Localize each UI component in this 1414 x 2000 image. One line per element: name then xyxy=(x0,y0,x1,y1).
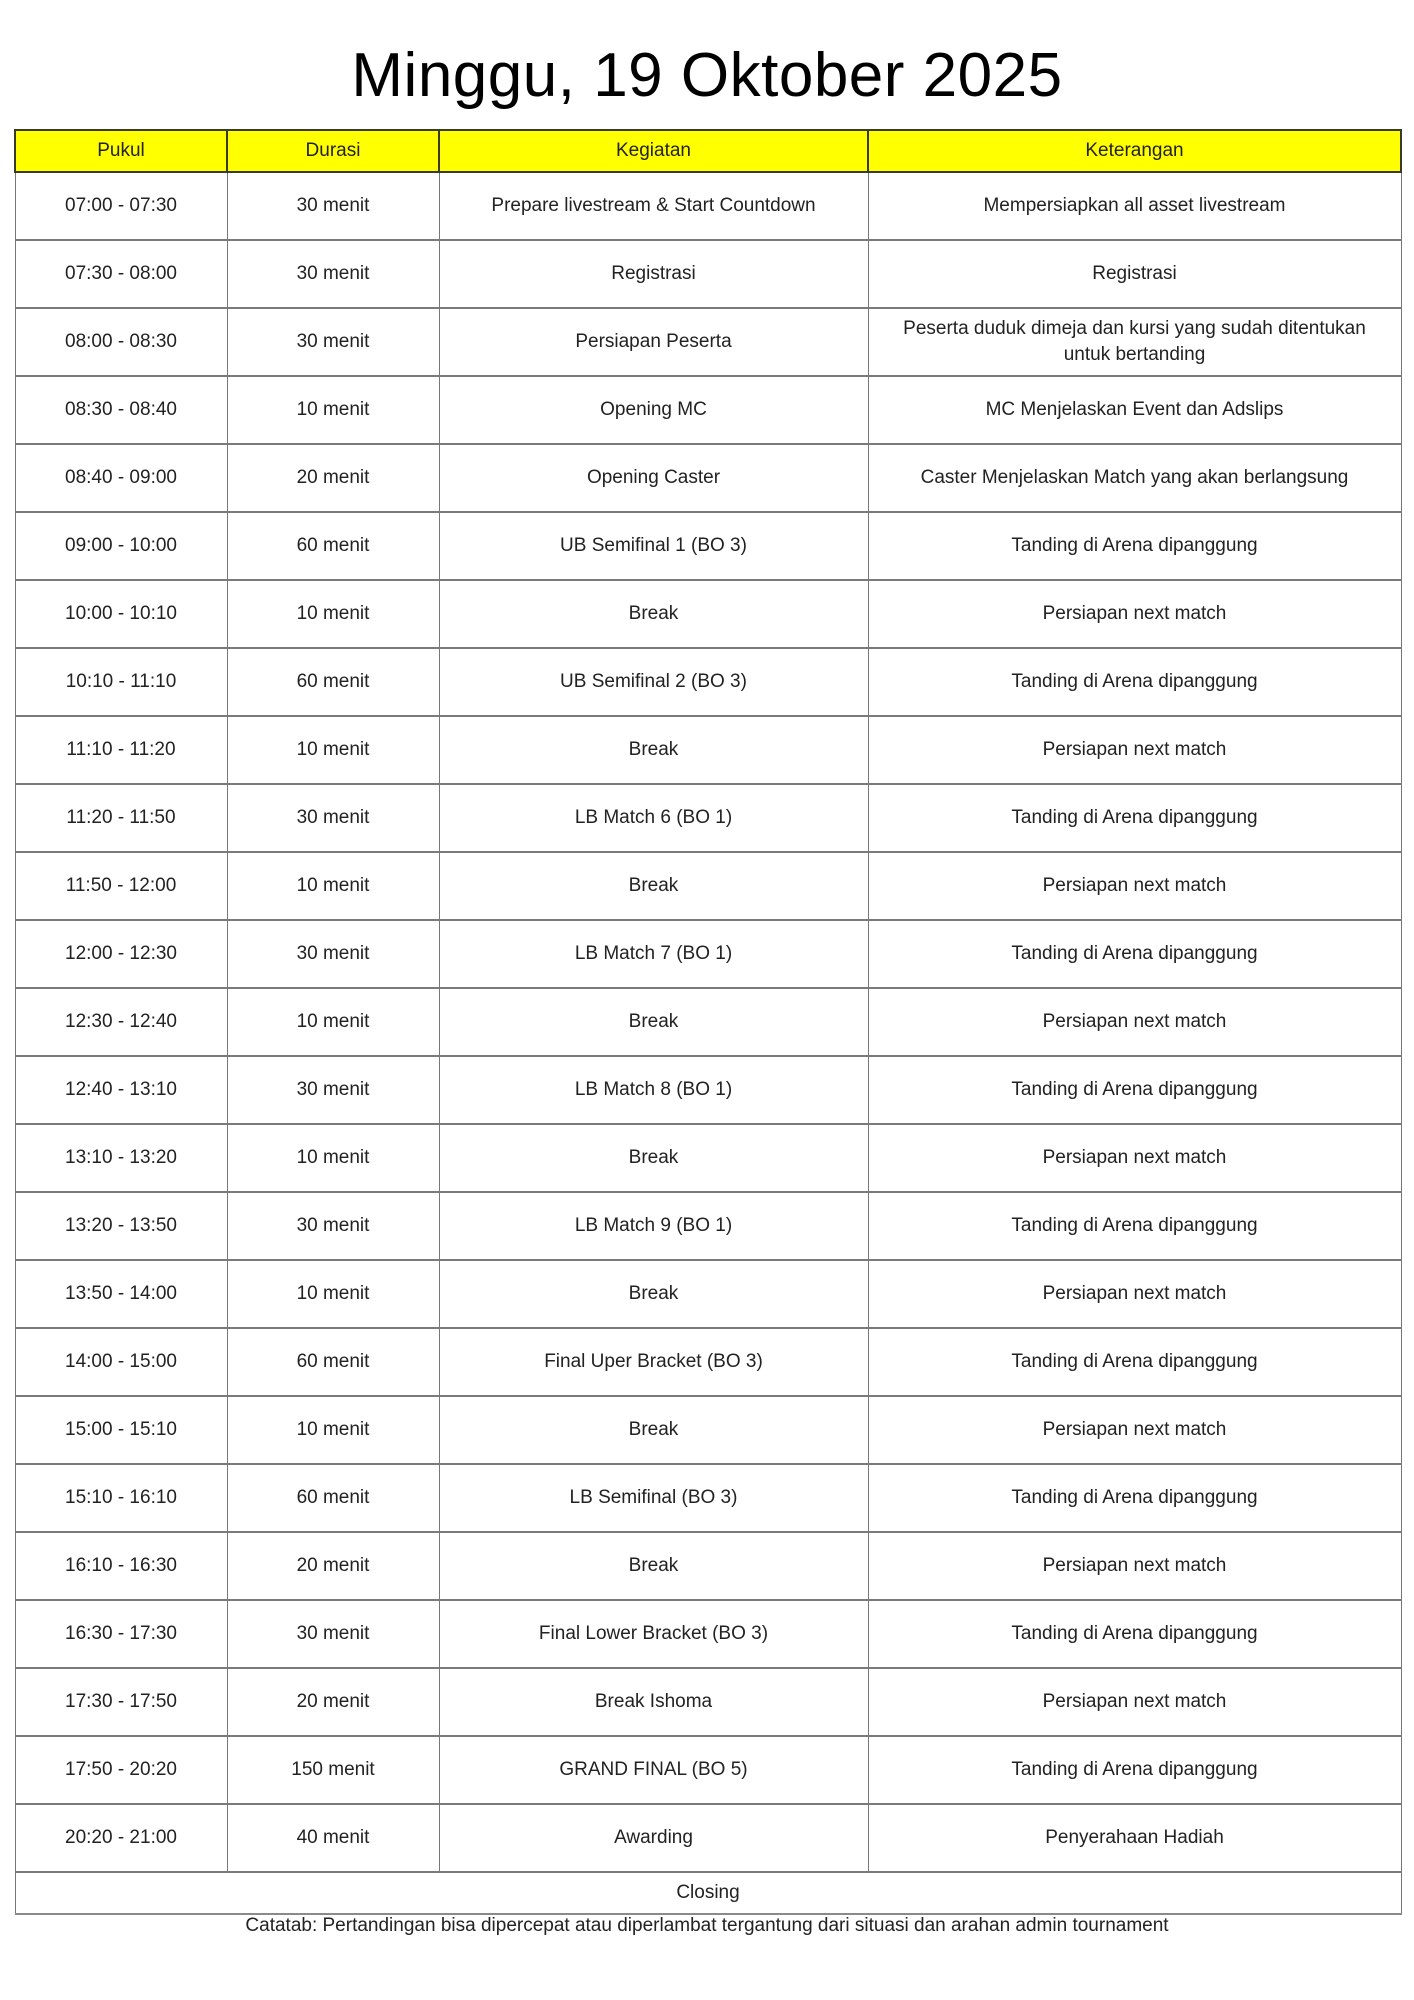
cell-note: Tanding di Arena dipanggung xyxy=(868,1328,1401,1396)
cell-note: Persiapan next match xyxy=(868,852,1401,920)
cell-note: Tanding di Arena dipanggung xyxy=(868,920,1401,988)
cell-activity: UB Semifinal 2 (BO 3) xyxy=(439,648,868,716)
cell-duration: 20 menit xyxy=(227,1532,439,1600)
cell-duration: 10 menit xyxy=(227,376,439,444)
cell-time: 16:30 - 17:30 xyxy=(15,1600,227,1668)
table-row xyxy=(15,172,1401,240)
schedule-table xyxy=(14,129,1402,1915)
table-row xyxy=(15,1736,1401,1804)
header-pukul: Pukul xyxy=(15,130,227,172)
cell-time: 12:30 - 12:40 xyxy=(15,988,227,1056)
cell-note: Persiapan next match xyxy=(868,1532,1401,1600)
cell-activity: LB Match 7 (BO 1) xyxy=(439,920,868,988)
cell-duration: 10 menit xyxy=(227,580,439,648)
cell-note: Caster Menjelaskan Match yang akan berlangsung xyxy=(868,444,1401,512)
cell-activity: Break xyxy=(439,716,868,784)
table-row xyxy=(15,1260,1401,1328)
cell-note: Registrasi xyxy=(868,240,1401,308)
cell-duration: 10 menit xyxy=(227,988,439,1056)
cell-activity: Break xyxy=(439,1396,868,1464)
cell-activity: Awarding xyxy=(439,1804,868,1872)
cell-note: Peserta duduk dimeja dan kursi yang sudah ditentukan untuk bertanding xyxy=(868,308,1401,376)
cell-note: Penyerahaan Hadiah xyxy=(868,1804,1401,1872)
cell-note: Persiapan next match xyxy=(868,1396,1401,1464)
table-header-row xyxy=(15,130,1401,172)
cell-time: 11:50 - 12:00 xyxy=(15,852,227,920)
cell-activity: Break Ishoma xyxy=(439,1668,868,1736)
cell-time: 10:00 - 10:10 xyxy=(15,580,227,648)
table-row xyxy=(15,376,1401,444)
cell-time: 12:00 - 12:30 xyxy=(15,920,227,988)
table-row xyxy=(15,716,1401,784)
cell-activity: Break xyxy=(439,1260,868,1328)
cell-duration: 150 menit xyxy=(227,1736,439,1804)
table-row xyxy=(15,1600,1401,1668)
cell-activity: Opening Caster xyxy=(439,444,868,512)
page-title: Minggu, 19 Oktober 2025 xyxy=(351,41,1063,110)
cell-note: Mempersiapkan all asset livestream xyxy=(868,172,1401,240)
cell-time: 15:10 - 16:10 xyxy=(15,1464,227,1532)
cell-note: Tanding di Arena dipanggung xyxy=(868,1600,1401,1668)
table-row xyxy=(15,1056,1401,1124)
table-row xyxy=(15,1124,1401,1192)
cell-time: 20:20 - 21:00 xyxy=(15,1804,227,1872)
cell-note: Persiapan next match xyxy=(868,1260,1401,1328)
cell-duration: 30 menit xyxy=(227,308,439,376)
cell-time: 12:40 - 13:10 xyxy=(15,1056,227,1124)
cell-activity: Break xyxy=(439,852,868,920)
table-row xyxy=(15,1668,1401,1736)
cell-time: 14:00 - 15:00 xyxy=(15,1328,227,1396)
table-row xyxy=(15,852,1401,920)
cell-note: Tanding di Arena dipanggung xyxy=(868,512,1401,580)
cell-activity: LB Match 9 (BO 1) xyxy=(439,1192,868,1260)
footnote: Catatab: Pertandingan bisa dipercepat atau diperlambat tergantung dari situasi dan arahan admin tournament xyxy=(245,1915,1169,1936)
cell-time: 16:10 - 16:30 xyxy=(15,1532,227,1600)
cell-activity: Opening MC xyxy=(439,376,868,444)
cell-note: Tanding di Arena dipanggung xyxy=(868,1192,1401,1260)
table-row xyxy=(15,580,1401,648)
cell-activity: UB Semifinal 1 (BO 3) xyxy=(439,512,868,580)
cell-duration: 60 menit xyxy=(227,512,439,580)
cell-note: Persiapan next match xyxy=(868,580,1401,648)
table-row xyxy=(15,512,1401,580)
cell-duration: 20 menit xyxy=(227,1668,439,1736)
cell-note: Tanding di Arena dipanggung xyxy=(868,784,1401,852)
cell-duration: 60 menit xyxy=(227,1328,439,1396)
cell-time: 13:50 - 14:00 xyxy=(15,1260,227,1328)
cell-activity: Prepare livestream & Start Countdown xyxy=(439,172,868,240)
cell-time: 07:30 - 08:00 xyxy=(15,240,227,308)
cell-time: 07:00 - 07:30 xyxy=(15,172,227,240)
cell-activity: LB Match 8 (BO 1) xyxy=(439,1056,868,1124)
cell-duration: 30 menit xyxy=(227,172,439,240)
cell-time: 13:10 - 13:20 xyxy=(15,1124,227,1192)
cell-duration: 20 menit xyxy=(227,444,439,512)
schedule-body xyxy=(15,172,1401,1914)
table-row xyxy=(15,444,1401,512)
cell-activity: Break xyxy=(439,988,868,1056)
table-row xyxy=(15,1464,1401,1532)
cell-note: Tanding di Arena dipanggung xyxy=(868,1736,1401,1804)
cell-time: 08:30 - 08:40 xyxy=(15,376,227,444)
cell-duration: 30 menit xyxy=(227,784,439,852)
table-row xyxy=(15,1532,1401,1600)
table-row xyxy=(15,240,1401,308)
cell-note: Tanding di Arena dipanggung xyxy=(868,1056,1401,1124)
cell-activity: LB Match 6 (BO 1) xyxy=(439,784,868,852)
table-row xyxy=(15,1328,1401,1396)
cell-time: 11:10 - 11:20 xyxy=(15,716,227,784)
cell-duration: 10 menit xyxy=(227,716,439,784)
cell-activity: Persiapan Peserta xyxy=(439,308,868,376)
cell-duration: 10 menit xyxy=(227,852,439,920)
cell-note: Persiapan next match xyxy=(868,1124,1401,1192)
cell-note: Persiapan next match xyxy=(868,1668,1401,1736)
cell-activity: Break xyxy=(439,580,868,648)
cell-duration: 30 menit xyxy=(227,1056,439,1124)
header-durasi: Durasi xyxy=(227,130,439,172)
cell-note: Tanding di Arena dipanggung xyxy=(868,648,1401,716)
table-row xyxy=(15,1192,1401,1260)
cell-note: Persiapan next match xyxy=(868,716,1401,784)
cell-duration: 10 menit xyxy=(227,1396,439,1464)
cell-activity: Break xyxy=(439,1124,868,1192)
closing-row xyxy=(15,1872,1401,1914)
cell-note: MC Menjelaskan Event dan Adslips xyxy=(868,376,1401,444)
cell-time: 08:00 - 08:30 xyxy=(15,308,227,376)
cell-duration: 60 menit xyxy=(227,1464,439,1532)
cell-time: 17:30 - 17:50 xyxy=(15,1668,227,1736)
cell-time: 15:00 - 15:10 xyxy=(15,1396,227,1464)
table-row xyxy=(15,988,1401,1056)
cell-duration: 10 menit xyxy=(227,1260,439,1328)
cell-activity: Final Uper Bracket (BO 3) xyxy=(439,1328,868,1396)
table-row xyxy=(15,308,1401,376)
cell-time: 17:50 - 20:20 xyxy=(15,1736,227,1804)
table-row xyxy=(15,784,1401,852)
cell-note: Tanding di Arena dipanggung xyxy=(868,1464,1401,1532)
cell-time: 08:40 - 09:00 xyxy=(15,444,227,512)
header-keterangan: Keterangan xyxy=(868,130,1401,172)
table-row xyxy=(15,648,1401,716)
closing-cell: Closing xyxy=(15,1872,1401,1914)
header-kegiatan: Kegiatan xyxy=(439,130,868,172)
cell-time: 10:10 - 11:10 xyxy=(15,648,227,716)
cell-time: 11:20 - 11:50 xyxy=(15,784,227,852)
cell-duration: 30 menit xyxy=(227,240,439,308)
cell-time: 13:20 - 13:50 xyxy=(15,1192,227,1260)
cell-duration: 10 menit xyxy=(227,1124,439,1192)
cell-activity: Final Lower Bracket (BO 3) xyxy=(439,1600,868,1668)
cell-activity: Break xyxy=(439,1532,868,1600)
cell-note: Persiapan next match xyxy=(868,988,1401,1056)
cell-duration: 30 menit xyxy=(227,1600,439,1668)
cell-activity: GRAND FINAL (BO 5) xyxy=(439,1736,868,1804)
cell-activity: Registrasi xyxy=(439,240,868,308)
cell-duration: 30 menit xyxy=(227,920,439,988)
cell-duration: 40 menit xyxy=(227,1804,439,1872)
table-row xyxy=(15,1804,1401,1872)
cell-duration: 60 menit xyxy=(227,648,439,716)
cell-activity: LB Semifinal (BO 3) xyxy=(439,1464,868,1532)
table-row xyxy=(15,1396,1401,1464)
cell-duration: 30 menit xyxy=(227,1192,439,1260)
table-row xyxy=(15,920,1401,988)
cell-time: 09:00 - 10:00 xyxy=(15,512,227,580)
